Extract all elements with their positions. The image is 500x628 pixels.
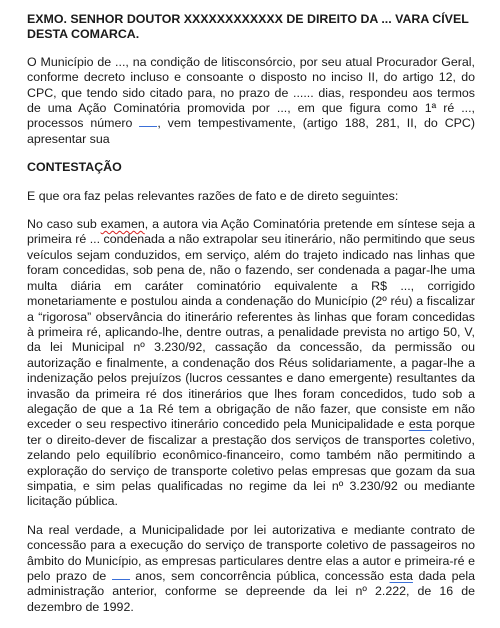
case-text-start: No caso sub bbox=[27, 217, 101, 232]
years-blank[interactable] bbox=[112, 569, 130, 580]
grammar-flagged-word[interactable]: esta bbox=[408, 417, 433, 432]
case-text-end: porque ter o direito-dever de fiscalizar a prestação dos serviços de transportes coletivo, zelando pelo equilíbrio econômico-financeiro, como também não permitindo a exploração do serviço de transporte coletivo pelas empresas que gozam da sua simpatia, e sim pelas qualificadas no regime da lei nº 3.230/92 ou mediante licitação pública. bbox=[27, 417, 475, 509]
verdict-text-end: dada pela administração anterior, conforme se depreende da lei nº 2.222, de 16 de dezembro de 1992. bbox=[27, 569, 475, 614]
process-number-blank[interactable] bbox=[139, 116, 157, 127]
intro-text-end: , vem tempestivamente, (artigo 188, 281, II, do CPC) apresentar sua bbox=[27, 116, 475, 146]
verdict-paragraph bbox=[27, 523, 475, 615]
intro-text-start: O Município de ..., na condição de litisconsórcio, por seu atual Procurador Geral, conforme decreto incluso e consoante o disposto no inciso II, do artigo 12, do CPC, que tendo sido citado para, no prazo de ...... dias, respondeu aos termos de uma Ação Cominatória promovida por ..., em que figura como 1ª ré ..., processos número bbox=[27, 54, 475, 131]
section-title: CONTESTAÇÃO bbox=[27, 160, 122, 175]
document-body bbox=[27, 12, 475, 628]
intro-paragraph bbox=[27, 55, 475, 147]
case-text-middle: , a autora via Ação Cominatória pretende em síntese seja a primeira ré ... condenada a não extrapolar seu itinerário, não permitindo que seus veículos sejam conduzidos, em serviço, além do trajeto indicado nas linhas que foram concedidas, sob pena de, não o fazendo, ser condenada a pagar-lhe uma multa diária em caráter cominatório equivalente a R$ ..., corrigido monetariamente e postulou ainda a condenação do Município (2º réu) a fiscalizar a “rigorosa” observância do itinerário referentes às linhas que foram concedidas à primeira ré, aplicando-lhe, dentre outras, a penalidade prevista no artigo 50, V, da lei Municipal nº 3.230/92, cassação da concessão, da permissão ou autorização e finalmente, a condenação dos Réus solidariamente, a pagar-lhe a indenização pelos prejuízos (lucros cessantes e dano emergente) resultantes da invasão da primeira ré dos itinerários que lhes foram concedidos, tudo sob a alegação de que a 1a Ré tem a obrigação de não fazer, que consiste em não exceder o seu respectivo itinerário concedido pela Municipalidade e bbox=[27, 217, 475, 432]
reasons-paragraph: E que ora faz pelas relevantes razões de fato e de direto seguintes: bbox=[27, 188, 399, 203]
verdict-text-start: Na real verdade, a Municipalidade por lei autorizativa e mediante contrato de concessão para a execução do serviço de transporte coletivo de passageiros no âmbito do Município, as empresas particulares dentre elas a autor e primeira-ré e pelo prazo de bbox=[27, 522, 475, 583]
verdict-text-middle: anos, sem concorrência pública, concessão bbox=[129, 569, 390, 583]
document-heading: EXMO. SENHOR DOUTOR XXXXXXXXXXXX DE DIREITO DA ... VARA CÍVEL DESTA COMARCA. bbox=[27, 12, 469, 42]
case-paragraph bbox=[27, 217, 475, 510]
grammar-flagged-word[interactable]: esta bbox=[389, 569, 413, 583]
spelling-flagged-word[interactable]: examen bbox=[100, 217, 145, 232]
